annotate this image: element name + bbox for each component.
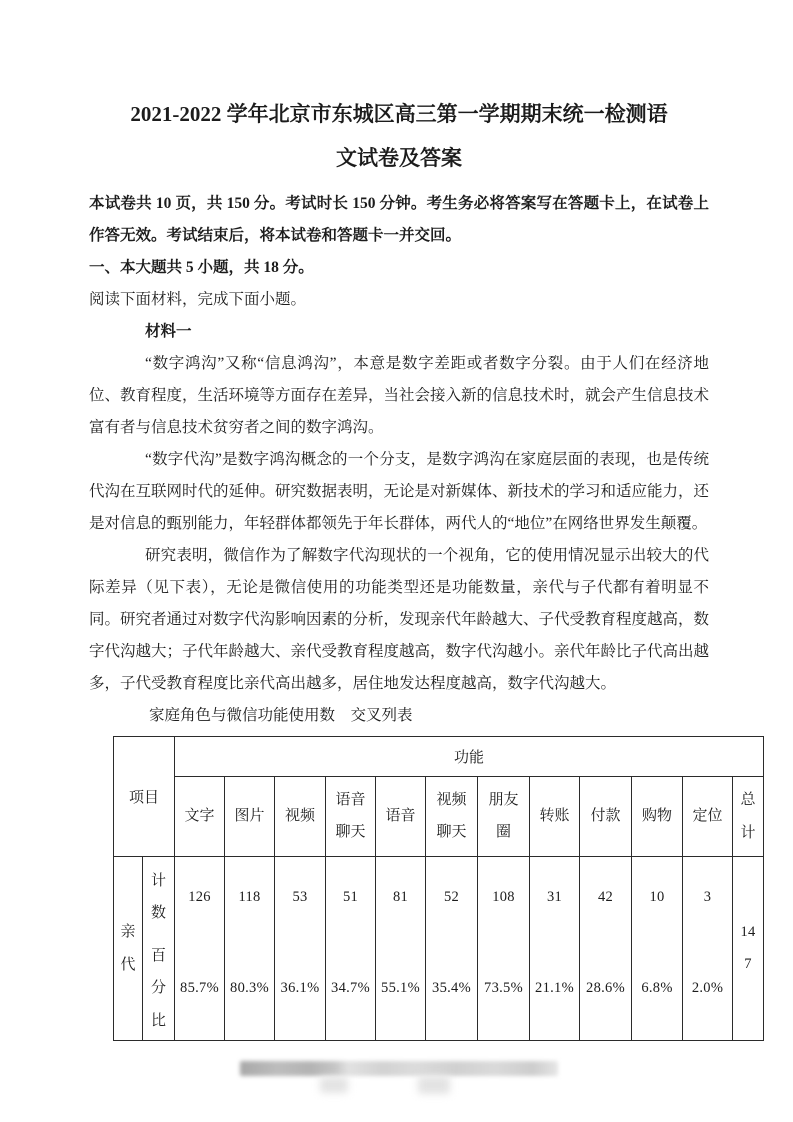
watermark-blob: [418, 1076, 450, 1094]
watermark-bar: [240, 1061, 558, 1076]
table-group-header: 功能: [175, 737, 764, 777]
count-value: 52: [443, 888, 460, 905]
total-column-header: 总计: [733, 777, 764, 857]
percent-value: 80.3%: [230, 980, 269, 996]
row-total-cell: [733, 857, 764, 1041]
count-value: 126: [188, 888, 211, 905]
data-cell: [683, 857, 733, 1041]
watermark-blob: [320, 1077, 348, 1093]
percent-value: 73.5%: [484, 980, 523, 996]
title-line-2: 文试卷及答案: [336, 146, 462, 170]
watermark: [89, 1061, 709, 1121]
percent-value: 85.7%: [180, 980, 219, 996]
data-cell: [530, 857, 580, 1041]
table-caption: 家庭角色与微信功能使用数 交叉列表: [149, 707, 413, 724]
data-cell: [326, 857, 376, 1041]
material-label: 材料一: [145, 323, 192, 340]
percent-value: 35.4%: [432, 980, 471, 996]
data-cell: [275, 857, 326, 1041]
document-title: [89, 92, 709, 180]
table-corner-header: 项目: [114, 737, 175, 857]
percent-value: 21.1%: [535, 980, 574, 996]
count-value: 10: [649, 888, 665, 905]
column-header: 视频聊天: [426, 777, 478, 857]
percent-value: 34.7%: [331, 980, 370, 996]
column-header: 文字: [175, 777, 225, 857]
data-cell: [175, 857, 225, 1041]
data-cell: [225, 857, 275, 1041]
column-header: 付款: [580, 777, 632, 857]
body-paragraph: “数字代沟”是数字鸿沟概念的一个分支，是数字鸿沟在家庭层面的表现，也是传统代沟在互联网时代的延伸。研究数据表明，无论是对新媒体、新技术的学习和适应能力，还是对信息的甄别能力，年轻群体都领先于年长群体，两代人的“地位”在网络世界发生颠覆。: [89, 451, 710, 532]
count-value: 118: [238, 888, 261, 905]
body-paragraph: “数字鸿沟”又称“信息鸿沟”，本意是数字差距或者数字分裂。由于人们在经济地位、教育程度，生活环境等方面存在差异，当社会接入新的信息技术时，就会产生信息技术富有者与信息技术贫穷者之间的数字鸿沟。: [89, 355, 710, 436]
data-cell: [580, 857, 632, 1041]
column-header: 语音聊天: [326, 777, 376, 857]
reading-instruction: 阅读下面材料，完成下面小题。: [89, 291, 307, 308]
count-value: 108: [492, 888, 515, 905]
row-sublabels: [143, 857, 175, 1041]
title-line-1: 2021-2022 学年北京市东城区高三第一学期期末统一检测语: [130, 102, 668, 126]
crosstab-table: [113, 736, 764, 1041]
percent-value: 28.6%: [586, 980, 625, 996]
percent-row-label: 百分比: [150, 948, 166, 1029]
column-header: 购物: [632, 777, 683, 857]
exam-intro: 本试卷共 10 页，共 150 分。考试时长 150 分钟。考生务必将答案写在答题卡上，在试卷上作答无效。考试结束后，将本试卷和答题卡一并交回。: [89, 195, 709, 244]
data-cell: [376, 857, 426, 1041]
count-row-label: 计数: [150, 872, 166, 921]
row-group-label: 亲代: [114, 857, 143, 1041]
row-total-value: 147: [740, 924, 756, 972]
count-value: 42: [597, 888, 614, 905]
percent-value: 2.0%: [691, 980, 724, 996]
count-value: 81: [392, 888, 409, 905]
column-header: 朋友圈: [478, 777, 530, 857]
column-header: 定位: [683, 777, 733, 857]
column-header: 语音: [376, 777, 426, 857]
count-value: 53: [292, 888, 308, 905]
column-header: 转账: [530, 777, 580, 857]
body-paragraph: 研究表明，微信作为了解数字代沟现状的一个视角，它的使用情况显示出较大的代际差异（见下表），无论是微信使用的功能类型还是功能数量，亲代与子代都有着明显不同。研究者通过对数字代沟影响因素的分析，发现亲代年龄越大、子代受教育程度越高，数字代沟越大；子代年龄越大、亲代受教育程度越高，数字代沟越小。亲代年龄比子代高出越多，子代受教育程度比亲代高出越多，居住地发达程度越高，数字代沟越大。: [89, 547, 710, 692]
percent-value: 55.1%: [381, 980, 420, 996]
column-header: 视频: [275, 777, 326, 857]
section-heading: 一、本大题共 5 小题，共 18 分。: [89, 259, 314, 276]
percent-value: 36.1%: [280, 980, 320, 996]
percent-value: 6.8%: [641, 980, 673, 996]
count-value: 51: [342, 888, 359, 905]
data-cell: [426, 857, 478, 1041]
column-header: 图片: [225, 777, 275, 857]
data-cell: [478, 857, 530, 1041]
count-value: 3: [703, 888, 712, 905]
count-value: 31: [546, 888, 563, 905]
data-cell: [632, 857, 683, 1041]
